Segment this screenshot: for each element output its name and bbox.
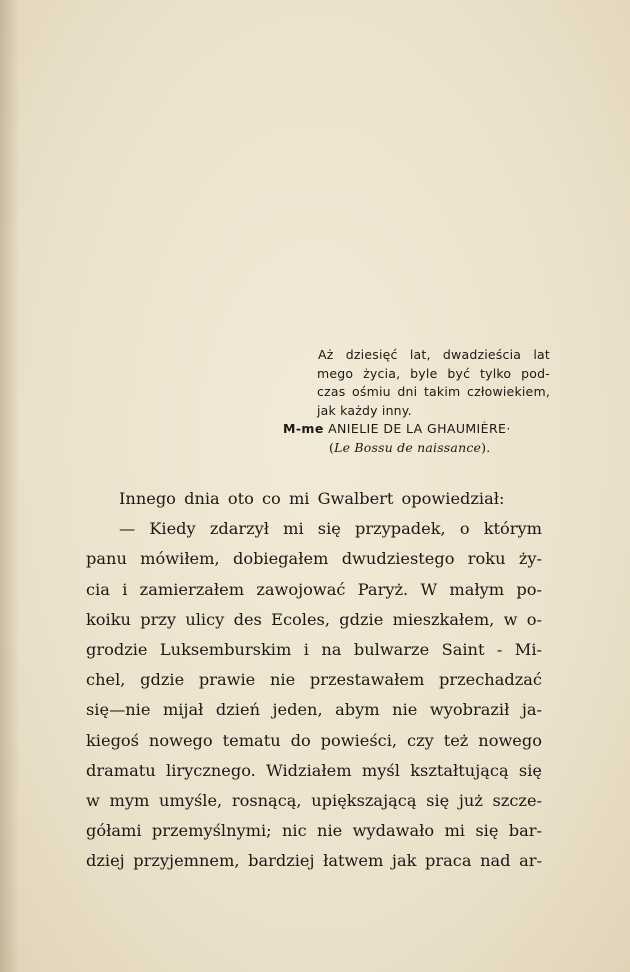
body-line: koiku przy ulicy des Ecoles, gdzie mieszkałem, w o- [86, 609, 542, 629]
epigraph-source-title: Le Bossu de naissance [334, 439, 482, 455]
body-line: cia i zamierzałem zawojować Paryż. W małym po- [86, 579, 542, 599]
body-line: dramatu lirycznego. Widziałem myśl kształtującą się [86, 760, 542, 780]
page-edge-shadow [0, 0, 20, 972]
body-line: Innego dnia oto co mi Gwalbert opowiedział: [119, 489, 505, 508]
body-line: się—nie mijał dzień jeden, abym nie wyobraził ja- [86, 700, 542, 720]
body-text [86, 484, 542, 877]
body-line: chel, gdzie prawie nie przestawałem przechadzać [86, 670, 542, 690]
body-line: kiegoś nowego tematu do powieści, czy też nowego [86, 730, 542, 750]
body-line: panu mówiłem, dobiegałem dwudziestego roku ży- [86, 549, 542, 569]
epigraph-author-prefix: M-me [283, 421, 324, 436]
epigraph-source-close: ). [481, 439, 491, 455]
epigraph [250, 346, 550, 457]
body-line: — Kiedy zdarzył mi się przypadek, o którym [119, 519, 542, 539]
epigraph-line: jak każdy inny. [317, 402, 412, 418]
body-line: gółami przemyślnymi; nic nie wydawało mi się bar- [86, 821, 542, 841]
epigraph-source [250, 439, 550, 458]
epigraph-line: Aż dziesięć lat, dwadzieścia lat [318, 347, 550, 362]
body-line: w mym umyśle, rosnącą, upiększającą się już szcze- [86, 791, 542, 811]
epigraph-source-open: ( [329, 439, 335, 455]
body-line: dziej przyjemnem, bardziej łatwem jak praca nad ar- [86, 851, 542, 871]
epigraph-author [250, 420, 550, 439]
body-line: grodzie Luksemburskim i na bulwarze Saint - Mi- [86, 640, 542, 660]
epigraph-line: mego życia, byle być tylko pod- [317, 365, 550, 381]
epigraph-author-name: ANIELIE DE LA GHAUMIÈRE· [328, 421, 511, 436]
epigraph-line: czas ośmiu dni takim człowiekiem, [317, 384, 550, 399]
